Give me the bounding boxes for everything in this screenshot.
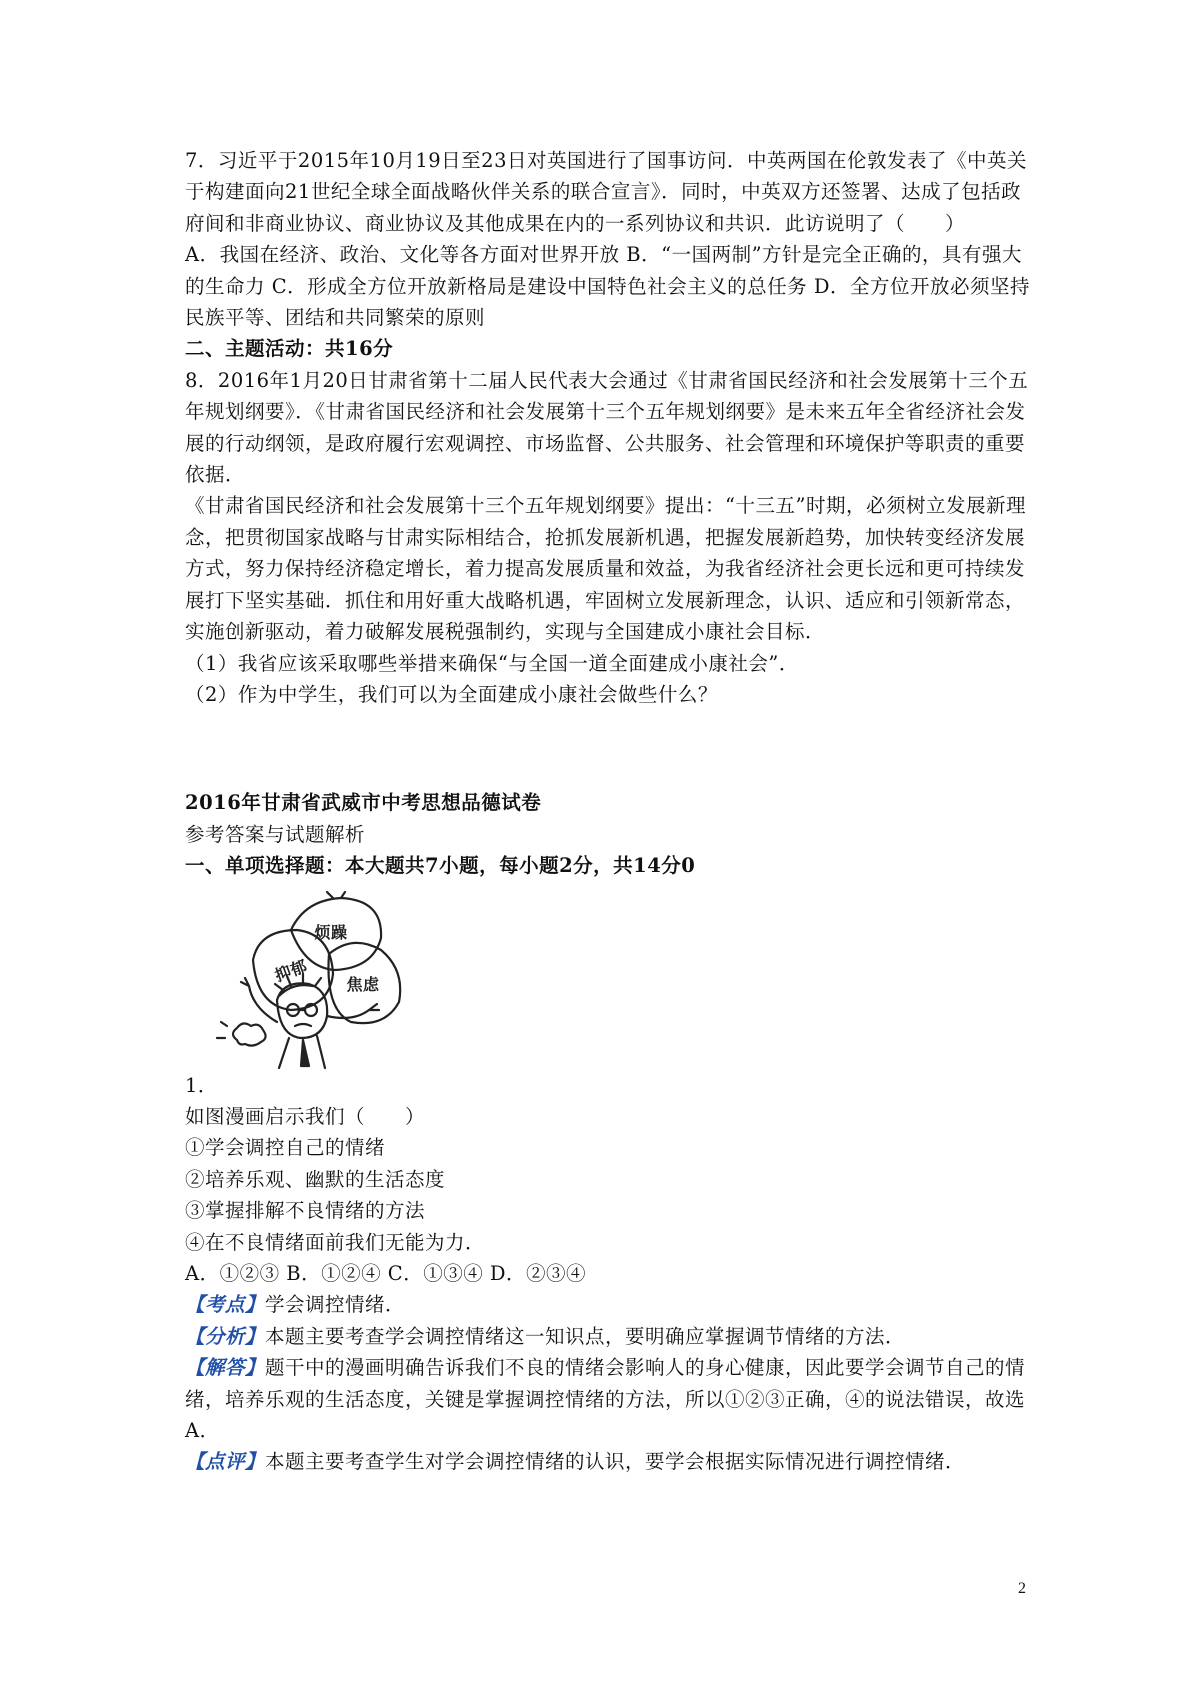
kaodian-tag: 【考点】	[185, 1293, 266, 1317]
cartoon-label-top: 烦躁	[314, 922, 348, 942]
section-2-heading: 二、主题活动：共16分	[185, 337, 394, 361]
answer-title: 2016年甘肃省武威市中考思想品德试卷	[185, 791, 542, 815]
cartoon-illustration	[213, 890, 433, 1070]
question-1-number: 1．	[185, 1073, 218, 1097]
dianping-text: 本题主要考查学生对学会调控情绪的认识，要学会根据实际情况进行调控情绪．	[265, 1450, 966, 1474]
question-1-item-2: ②培养乐观、幽默的生活态度	[185, 1167, 446, 1191]
page-number: 2	[1018, 1580, 1026, 1597]
question-1-stem: 如图漫画启示我们（ ）	[185, 1104, 426, 1128]
fenxi-tag: 【分析】	[185, 1324, 266, 1348]
dianping-line	[185, 1446, 1030, 1477]
cartoon-label-left: 抑郁	[272, 955, 310, 985]
question-1-options: A．①②③ B．①②④ C．①③④ D．②③④	[185, 1261, 587, 1285]
question-8-material: 《甘肃省国民经济和社会发展第十三个五年规划纲要》提出：“十三五”时期，必须树立发展新理念，把贯彻国家战略与甘肃实际相结合，抢抓发展新机遇，把握发展新趋势，加快转变经济发展方式，努力保持经济稳定增长，着力提高发展质量和效益，为我省经济社会更长远和更可持续发展打下坚实基础．抓住和用好重大战略机遇，牢固树立发展新理念，认识、适应和引领新常态，实施创新驱动，着力破解发展税强制约，实现与全国建成小康社会目标．	[185, 494, 1026, 644]
question-8-sub1: （1）我省应该采取哪些举措来确保“与全国一道全面建成小康社会”．	[185, 651, 799, 675]
page-content	[185, 145, 1030, 1478]
cartoon-label-right: 焦虑	[346, 974, 380, 994]
question-7-options: A．我国在经济、政治、文化等各方面对世界开放 B．“一国两制”方针是完全正确的，具有强大的生命力 C．形成全方位开放新格局是建设中国特色社会主义的总任务 D．全方位开放必须坚持民族平等、团结和共同繁荣的原则	[185, 243, 1030, 330]
answer-subtitle: 参考答案与试题解析	[185, 822, 366, 846]
jieda-tag: 【解答】	[185, 1356, 266, 1380]
spacer	[185, 710, 1030, 787]
question-1-item-1: ①学会调控自己的情绪	[185, 1136, 386, 1160]
dianping-tag: 【点评】	[185, 1450, 266, 1474]
question-1-item-3: ③掌握排解不良情绪的方法	[185, 1199, 426, 1223]
question-7-stem: 7．习近平于2015年10月19日至23日对英国进行了国事访问．中英两国在伦敦发表了《中英关于构建面向21世纪全球全面战略伙伴关系的联合宣言》．同时，中英双方还签署、达成了包括政府间和非商业协议、商业协议及其他成果在内的一系列协议和共识．此访说明了（ ）	[185, 149, 1027, 235]
fenxi-line	[185, 1321, 1030, 1352]
question-8-stem: 8．2016年1月20日甘肃省第十二届人民代表大会通过《甘肃省国民经济和社会发展第十三个五年规划纲要》．《甘肃省国民经济和社会发展第十三个五年规划纲要》是未来五年全省经济社会发展的行动纲领，是政府履行宏观调控、市场监督、公共服务、社会管理和环境保护等职责的重要依据．	[185, 368, 1029, 487]
fenxi-text: 本题主要考查学会调控情绪这一知识点，要明确应掌握调节情绪的方法．	[265, 1324, 906, 1348]
question-8-sub2: （2）作为中学生，我们可以为全面建成小康社会做些什么？	[185, 682, 718, 706]
kaodian-text: 学会调控情绪．	[265, 1293, 406, 1317]
section-1-heading: 一、单项选择题：本大题共7小题，每小题2分，共14分0	[185, 854, 696, 878]
jieda-text: 题干中的漫画明确告诉我们不良的情绪会影响人的身心健康，因此要学会调节自己的情绪，培养乐观的生活态度，关键是掌握调控情绪的方法，所以①②③正确，④的说法错误，故选A．	[185, 1356, 1026, 1442]
jieda-line	[185, 1352, 1030, 1446]
kaodian-line	[185, 1289, 1030, 1320]
question-1-item-4: ④在不良情绪面前我们无能为力．	[185, 1230, 486, 1254]
